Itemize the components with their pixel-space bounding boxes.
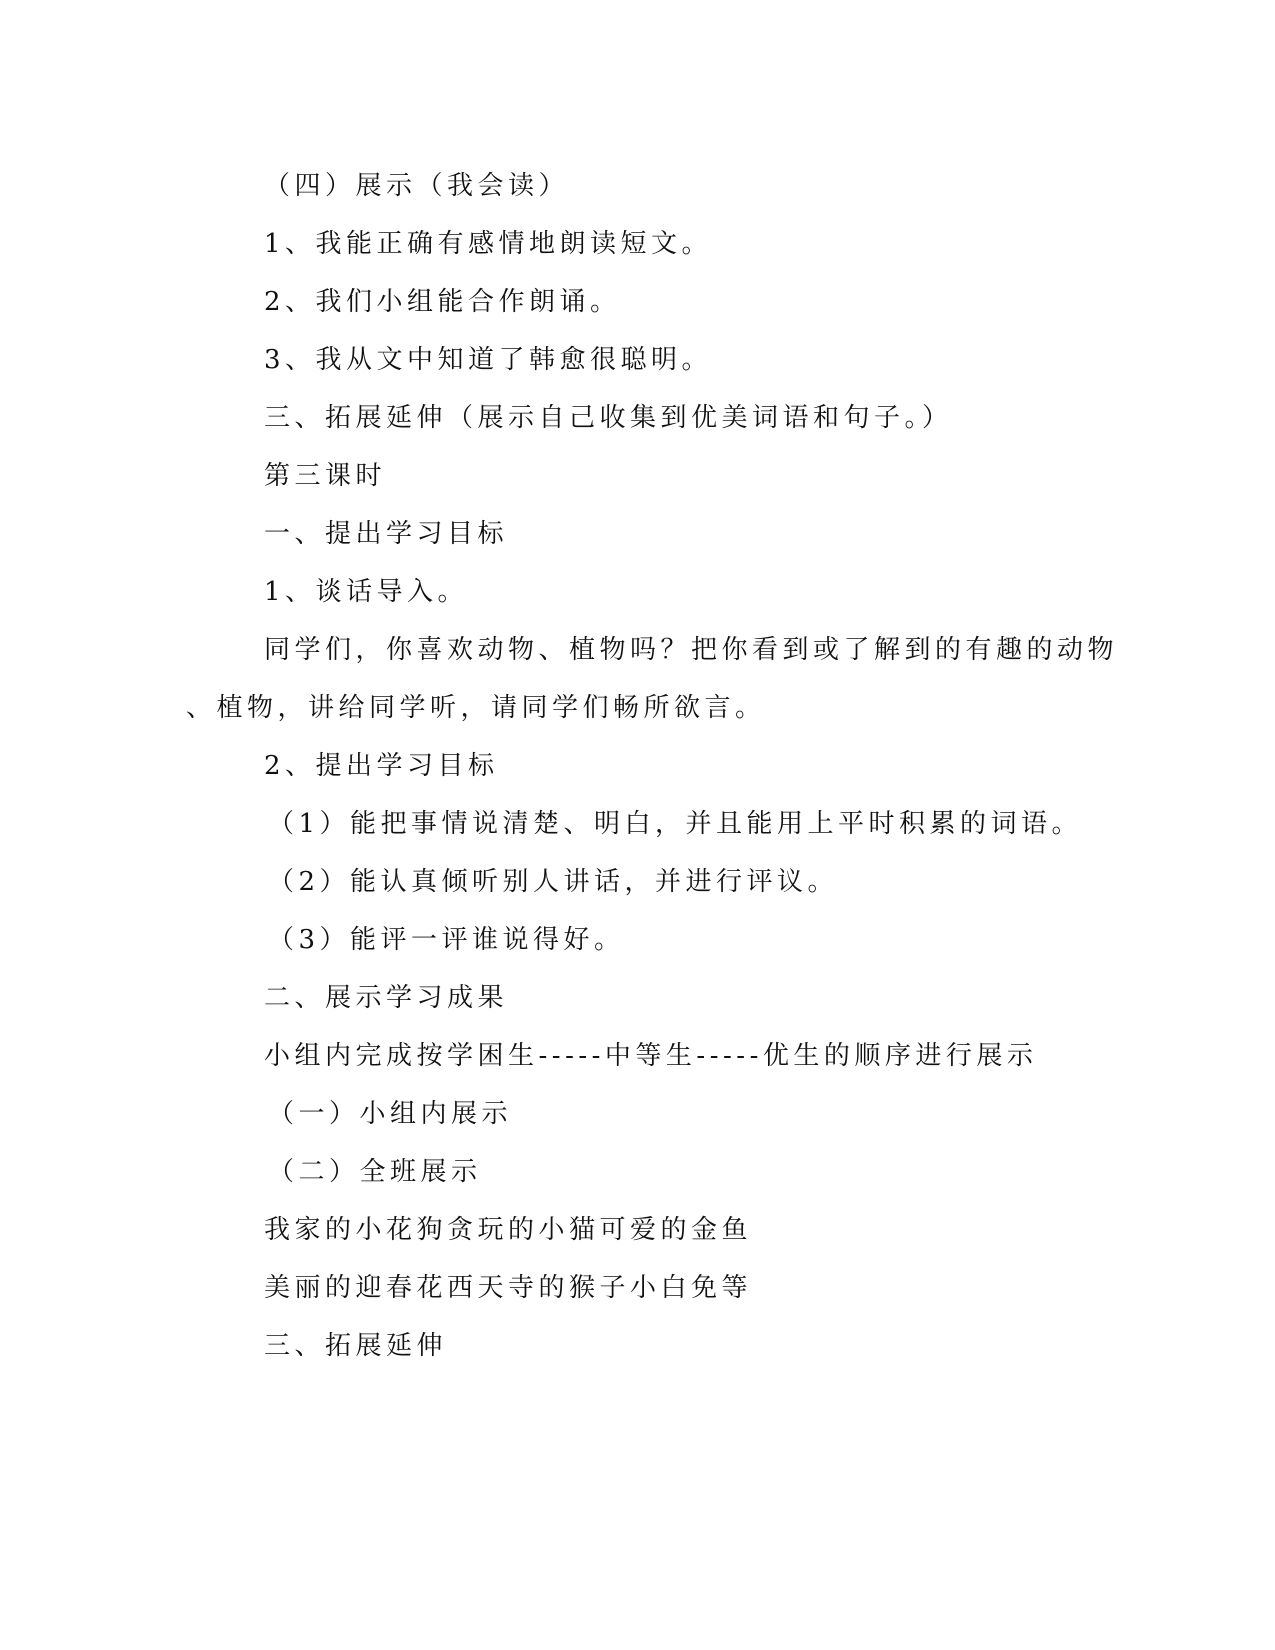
heading-show-results: 二、展示学习成果 bbox=[264, 983, 509, 1013]
example-line-2: 美丽的迎春花西天寺的猴子小白免等 bbox=[264, 1273, 753, 1303]
list-item-group-recite: 2、我们小组能合作朗诵。 bbox=[264, 287, 621, 317]
heading-learning-goals: 一、提出学习目标 bbox=[264, 519, 509, 549]
subheading-group-show: （一）小组内展示 bbox=[268, 1099, 513, 1129]
heading-extension: 三、拓展延伸（展示自己收集到优美词语和句子。） bbox=[264, 403, 953, 433]
list-item-read-aloud: 1、我能正确有感情地朗读短文。 bbox=[264, 229, 713, 259]
goal-item-3: （3）能评一评谁说得好。 bbox=[268, 925, 625, 955]
heading-third-lesson: 第三课时 bbox=[264, 461, 387, 491]
paragraph-group-order: 小组内完成按学困生-----中等生-----优生的顺序进行展示 bbox=[264, 1041, 1038, 1071]
list-item-hanyu-smart: 3、我从文中知道了韩愈很聪明。 bbox=[264, 345, 713, 375]
goal-item-2: （2）能认真倾听别人讲话，并进行评议。 bbox=[268, 867, 839, 897]
subheading-class-show: （二）全班展示 bbox=[268, 1157, 482, 1187]
example-line-1: 我家的小花狗贪玩的小猫可爱的金鱼 bbox=[264, 1215, 753, 1245]
heading-show-reading: （四）展示（我会读） bbox=[264, 171, 570, 201]
paragraph-question: 同学们，你喜欢动物、植物吗？把你看到或了解到的有趣的动物 bbox=[264, 635, 1119, 665]
list-item-talk-intro: 1、谈话导入。 bbox=[264, 577, 469, 607]
list-item-state-goals: 2、提出学习目标 bbox=[264, 751, 499, 781]
goal-item-1: （1）能把事情说清楚、明白，并且能用上平时积累的词语。 bbox=[268, 809, 1083, 839]
paragraph-question-continued: 、植物，讲给同学听，请同学们畅所欲言。 bbox=[186, 693, 766, 723]
heading-extension-2: 三、拓展延伸 bbox=[264, 1331, 448, 1361]
